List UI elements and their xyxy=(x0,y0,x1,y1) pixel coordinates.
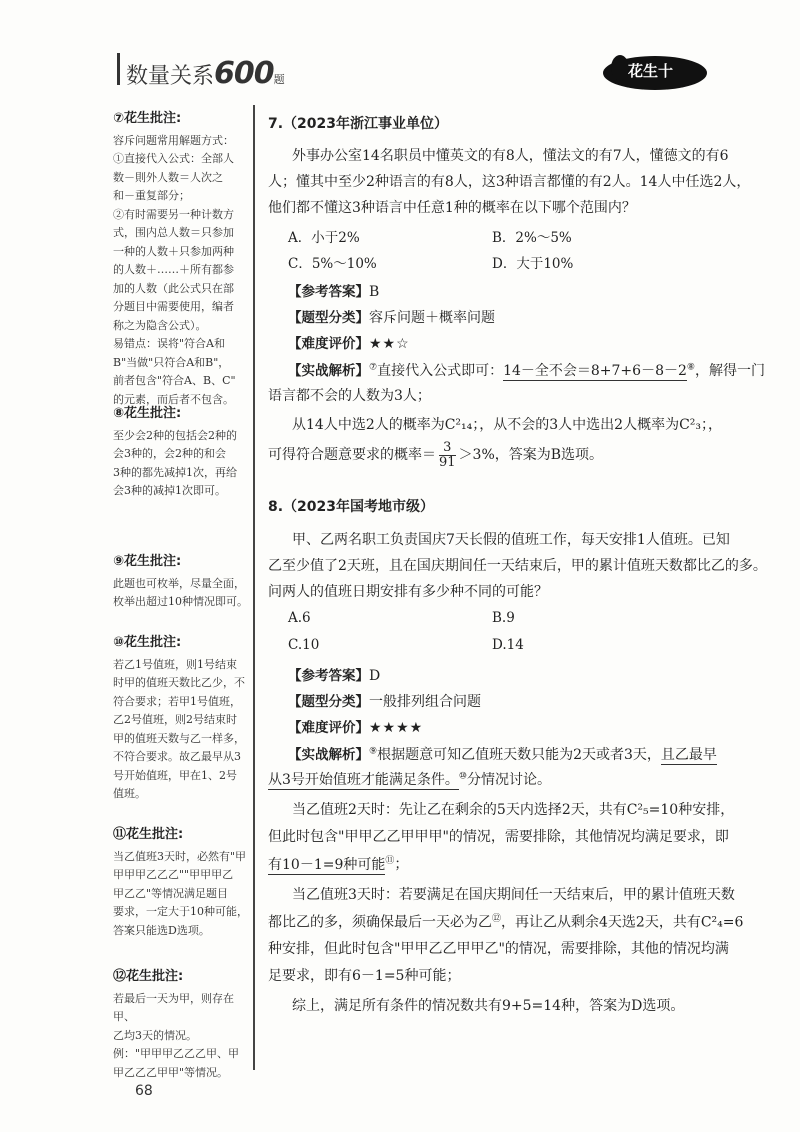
question-7-analysis: 从14人中选2人的概率为C²₁₄；，从不会的3人中选出2人概率为C²₃；， xyxy=(292,417,723,433)
question-8-analysis: 都比乙的多，须确保最后一天必为乙⑫，再让乙从剩余4天选2天，共有C²₄=6 xyxy=(268,914,744,931)
question-8-stem: 甲、乙两名职工负责国庆7天长假的值班工作，每天安排1人值班。已知 xyxy=(292,532,730,548)
note-body: 此题也可枚举，尽量全面， 枚举出超过10种情况即可。 xyxy=(113,576,248,608)
note-title: ⑩花生批注: xyxy=(113,635,182,650)
question-7-answer: 【参考答案】B xyxy=(288,284,380,300)
note-title: ⑧花生批注: xyxy=(113,406,182,421)
question-7-option-d: D．大于10% xyxy=(492,256,574,272)
question-8-analysis: 足要求，即有6－1=5种可能； xyxy=(268,968,461,984)
sidebar-note-12 xyxy=(113,968,248,1082)
sidebar-note-9 xyxy=(113,553,248,612)
brand-logo-text: 花生十 xyxy=(628,62,674,80)
book-title-text: 数量关系 xyxy=(126,64,215,89)
question-8-analysis: 【实战解析】⑨根据题意可知乙值班天数只能为2天或者3天，且乙最早 xyxy=(288,746,717,763)
sidebar-note-10 xyxy=(113,634,248,804)
note-body: 容斥问题常用解题方式： ①直接代入公式：全部人 数－則外人数＝人次之 和－重复部分； ②有时需要另一种计数方 式，围内总人数＝只参加 一种的人数＋只参加两种 的人数＋……＋所有都参 加的人数（此公式只在部 分题目中需要使用，编者 称之为隐含公式）。 易错点：误将"符合A和 B"当做"只符合A和B"， 前者包含"符合A、B、C" 的元素，而后者不包含。 xyxy=(113,133,236,406)
question-8-analysis: 有10－1=9种可能⑪； xyxy=(268,856,409,873)
question-8-analysis: 但此时包含"甲甲乙乙甲甲甲"的情况，需要排除，其他情况均满足要求，即 xyxy=(268,829,729,845)
note-body: 若乙1号值班，则1号结束 时甲的值班天数比乙少，不 符合要求；若甲1号值班， 乙2号值班，则2号结束时 甲的值班天数与乙一样多， 不符合要求。故乙最早从3 号开始值班，甲在1、2号 值班。 xyxy=(113,657,245,800)
question-7-stem: 人；懂其中至少2种语言的有8人，这3种语言都懂的有2人。14人中任选2人， xyxy=(268,174,751,190)
note-body: 若最后一天为甲，则存在甲、 乙均3天的情况。 例："甲甲甲乙乙乙甲、甲 甲乙乙乙甲甲"等情况。 xyxy=(113,991,240,1079)
question-7-analysis: 可得符合题意要求的概率＝ $\frac{3}{91}$ ＞3%，答案为B选项。 xyxy=(268,439,604,470)
question-7-stem: 外事办公室14名职员中懂英文的有8人，懂法文的有7人，懂德文的有6 xyxy=(292,148,729,164)
note-title: ⑪花生批注: xyxy=(113,827,184,842)
note-body: 当乙值班3天时，必然有"甲 甲甲甲乙乙乙""甲甲甲乙 甲乙乙"等情况满足题目 要求，一定大于10种可能， 答案只能选D选项。 xyxy=(113,849,248,937)
question-7-analysis: 【实战解析】⑦直接代入公式即可：14－全不会＝8+7+6－8－2⑧，解得一门 xyxy=(288,362,765,379)
note-body: 至少会2种的包括会2种的 会3种的，会2种的和会 3种的都先减掉1次，再给 会3种的减掉1次即可。 xyxy=(113,428,237,497)
header-bar xyxy=(117,53,120,85)
question-8-type: 【题型分类】一般排列组合问题 xyxy=(288,694,481,710)
question-7-header: 7.（2023年浙江事业单位） xyxy=(268,116,449,132)
book-title-number: 600 xyxy=(214,56,274,91)
sidebar-note-11 xyxy=(113,826,248,940)
question-8-option-d: D.14 xyxy=(492,637,524,653)
question-8-summary: 综上，满足所有条件的情况数共有9+5=14种，答案为D选项。 xyxy=(292,998,685,1014)
question-7-difficulty: 【难度评价】★★☆ xyxy=(288,336,410,352)
question-8-analysis: 从3号开始值班才能满足条件。⑩分情况讨论。 xyxy=(268,771,551,788)
sidebar-note-8 xyxy=(113,405,248,501)
question-8-analysis: 种安排，但此时包含"甲甲乙乙甲甲乙"的情况，需要排除，其他的情况均满 xyxy=(268,941,729,957)
question-7-analysis: 语言都不会的人数为3人； xyxy=(268,388,431,404)
question-8-analysis: 当乙值班2天时：先让乙在剩余的5天内选择2天，共有C²₅=10种安排， xyxy=(292,802,735,818)
question-7-option-c: C．5%～10% xyxy=(288,256,377,272)
question-8-stem: 乙至少值了2天班，且在国庆期间任一天结束后，甲的累计值班天数都比乙的多。 xyxy=(268,558,767,574)
book-title-suffix: 题 xyxy=(273,73,285,86)
question-7-stem: 他们都不懂这3种语言中任意1种的概率在以下哪个范围内？ xyxy=(268,200,636,216)
question-7-option-a: A．小于2% xyxy=(288,230,360,246)
probability-fraction: $\frac{3}{91}$ xyxy=(439,439,456,470)
note-title: ⑨花生批注: xyxy=(113,554,182,569)
note-title: ⑫花生批注: xyxy=(113,969,184,984)
question-8-option-c: C.10 xyxy=(288,637,320,653)
question-8-option-a: A.6 xyxy=(288,610,311,626)
question-8-answer: 【参考答案】D xyxy=(288,668,381,684)
book-title xyxy=(126,56,285,91)
question-8-analysis: 当乙值班3天时：若要满足在国庆期间任一天结束后，甲的累计值班天数 xyxy=(292,887,735,903)
question-8-difficulty: 【难度评价】★★★★ xyxy=(288,720,424,736)
question-8-option-b: B.9 xyxy=(492,610,515,626)
question-8-header: 8.（2023年国考地市级） xyxy=(268,499,435,515)
note-title: ⑦花生批注: xyxy=(113,111,182,126)
column-divider xyxy=(253,105,255,1070)
question-8-stem: 问两人的值班日期安排有多少种不同的可能？ xyxy=(268,584,548,600)
question-7-option-b: B．2%～5% xyxy=(492,230,572,246)
sidebar-note-7 xyxy=(113,110,248,409)
page-number: 68 xyxy=(135,1083,153,1099)
question-7-type: 【题型分类】容斥问题＋概率问题 xyxy=(288,310,495,326)
